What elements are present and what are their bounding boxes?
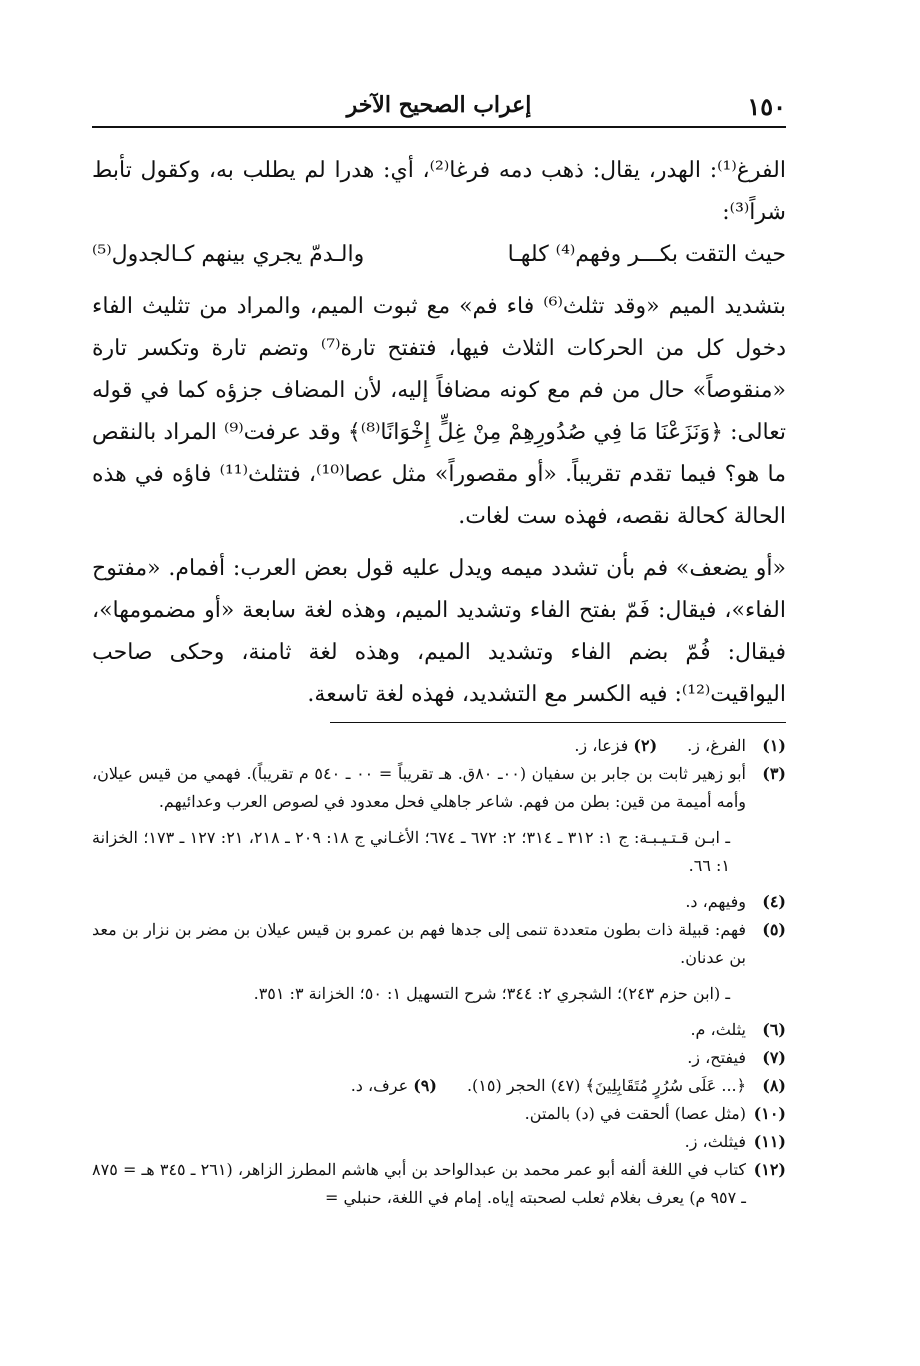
footnote-text: فزعا، ز. bbox=[574, 736, 629, 755]
footnote-number: (٩) bbox=[413, 1076, 437, 1095]
footnotes bbox=[92, 732, 786, 1212]
footnote-text: وفيهم، د. bbox=[685, 892, 746, 911]
verse-first-hemistich: حيث التقت بكـــر وفهم⁽⁴⁾ كلهـا bbox=[507, 242, 786, 267]
poetry-verse bbox=[92, 234, 786, 276]
footnote-number: (٤) bbox=[762, 892, 786, 911]
footnote-text: (مثل عصا) ألحقت في (د) بالمتن. bbox=[524, 1104, 746, 1123]
footnote bbox=[92, 1100, 786, 1128]
footnote-text: ﴿... عَلَى سُرُرٍ مُتَقَابِلِينَ﴾ (٤٧) الحجر (١٥). bbox=[466, 1076, 746, 1095]
paragraph-3: «أو يضعف» فم بأن تشدد ميمه ويدل عليه قول بعض العرب: أفمام. «مفتوح الفاء»، فيقال: فَمّ بفتح الفاء وتشديد الميم، وهذه لغة سابعة «أو مضمومها»، فيقال: فُمّ بضم الفاء وتشديد الميم، وهذه لغة ثامنة، وحكى صاحب اليواقيت⁽¹²⁾: فيه الكسر مع التشديد، فهذه لغة تاسعة. bbox=[92, 556, 786, 707]
paragraph-1: الفرغ⁽¹⁾: الهدر، يقال: ذهب دمه فرغا⁽²⁾، أي: هدرا لم يطلب به، وكقول تأبط شراً⁽³⁾: bbox=[92, 158, 786, 225]
footnote-text: فهم: قبيلة ذات بطون متعددة تنمى إلى جدها فهم بن عمرو بن قيس عيلان بن مضر بن نزار بن معد بن عدنان. bbox=[92, 920, 746, 967]
page-header bbox=[92, 92, 786, 128]
footnote bbox=[92, 916, 786, 1008]
page-number: ١٥٠ bbox=[747, 92, 786, 121]
main-text bbox=[92, 150, 786, 716]
footnote-text: أبو زهير ثابت بن جابر بن سفيان (٠٠ـ ٨٠ق. هـ تقريباً = ٠٠ ـ ٥٤٠ م تقريباً). فهمي من قيس عيلان، وأمه أميمة من قين: بطن من فهم. شاعر جاهلي فحل معدود في لصوص العرب وعدائيهم. bbox=[92, 764, 746, 811]
footnote-text: الفرغ، ز. bbox=[687, 736, 746, 755]
footnote-number: (٦) bbox=[762, 1020, 786, 1039]
footnote-number: (٨) bbox=[762, 1076, 786, 1095]
footnote bbox=[92, 1156, 786, 1212]
footnote-reference: ـ ابـن قـتـيـبـة: ج ١: ٣١٢ ـ ٣١٤؛ ٢: ٦٧٢ ـ ٦٧٤؛ الأغـاني ج ١٨: ٢٠٩ ـ ٢١٨، ٢١: ١٢٧ ـ ١٧٣؛ الخزانة ١: ٦٦. bbox=[92, 828, 731, 875]
footnote bbox=[92, 1016, 786, 1044]
footnote bbox=[92, 1072, 786, 1100]
footnote bbox=[92, 1128, 786, 1156]
footnote-text: فيفتح، ز. bbox=[687, 1048, 746, 1067]
footnote-separator bbox=[330, 722, 786, 723]
footnote-number: (١٢) bbox=[753, 1160, 786, 1179]
footnote-text: يثلث، م. bbox=[690, 1020, 746, 1039]
footnote-text: كتاب في اللغة ألفه أبو عمر محمد بن عبدالواحد بن أبي هاشم المطرز الزاهر، (٢٦١ ـ ٣٤٥ هـ = ٨٧٥ ـ ٩٥٧ م) يعرف بغلام ثعلب لصحبته إياه. إمام في اللغة، حنبلي = bbox=[92, 1160, 746, 1207]
footnote-number: (١٠) bbox=[753, 1104, 786, 1123]
footnote-number: (٣) bbox=[762, 764, 786, 783]
footnote bbox=[92, 1044, 786, 1072]
paragraph-2: بتشديد الميم «وقد تثلث⁽⁶⁾ فاء فم» مع ثبوت الميم، والمراد من تثليث الفاء دخول كل من الحركات الثلاث فيها، فتفتح تارة⁽⁷⁾ وتضم تارة وتكسر تارة «منقوصاً» حال من فم مع كونه مضافاً إليه، لأن المضاف جزؤه كما في قوله تعالى: ﴿وَنَزَعْنَا مَا فِي صُدُورِهِمْ مِنْ غِلٍّ إِخْوَانًا⁽⁸⁾﴾ وقد عرفت⁽⁹⁾ المراد بالنقص ما هو؟ فيما تقدم تقريباً. «أو مقصوراً» مثل عصا⁽¹⁰⁾، فتثلث⁽¹¹⁾ فاؤه في هذه الحالة كحالة نقصه، فهذه ست لغات. bbox=[92, 294, 786, 529]
footnote-number: (٥) bbox=[762, 920, 786, 939]
footnote-number: (١١) bbox=[753, 1132, 786, 1151]
footnote-reference: ـ (ابن حزم ٢٤٣)؛ الشجري ٢: ٣٤٤؛ شرح التسهيل ١: ٥٠؛ الخزانة ٣: ٣٥١. bbox=[253, 984, 730, 1003]
footnote-number: (٢) bbox=[633, 736, 658, 755]
footnote-number: (٧) bbox=[762, 1048, 786, 1067]
footnote-number: (١) bbox=[762, 736, 786, 755]
footnote bbox=[92, 888, 786, 916]
footnote bbox=[92, 760, 786, 880]
footnote-text: فيثلث، ز. bbox=[684, 1132, 746, 1151]
footnote bbox=[92, 732, 786, 760]
footnote-text: عرف، د. bbox=[350, 1076, 409, 1095]
verse-second-hemistich: والـدمّ يجري بينهم كـالجدول⁽⁵⁾ bbox=[92, 242, 365, 267]
running-title: إعراب الصحيح الآخر bbox=[346, 92, 532, 118]
